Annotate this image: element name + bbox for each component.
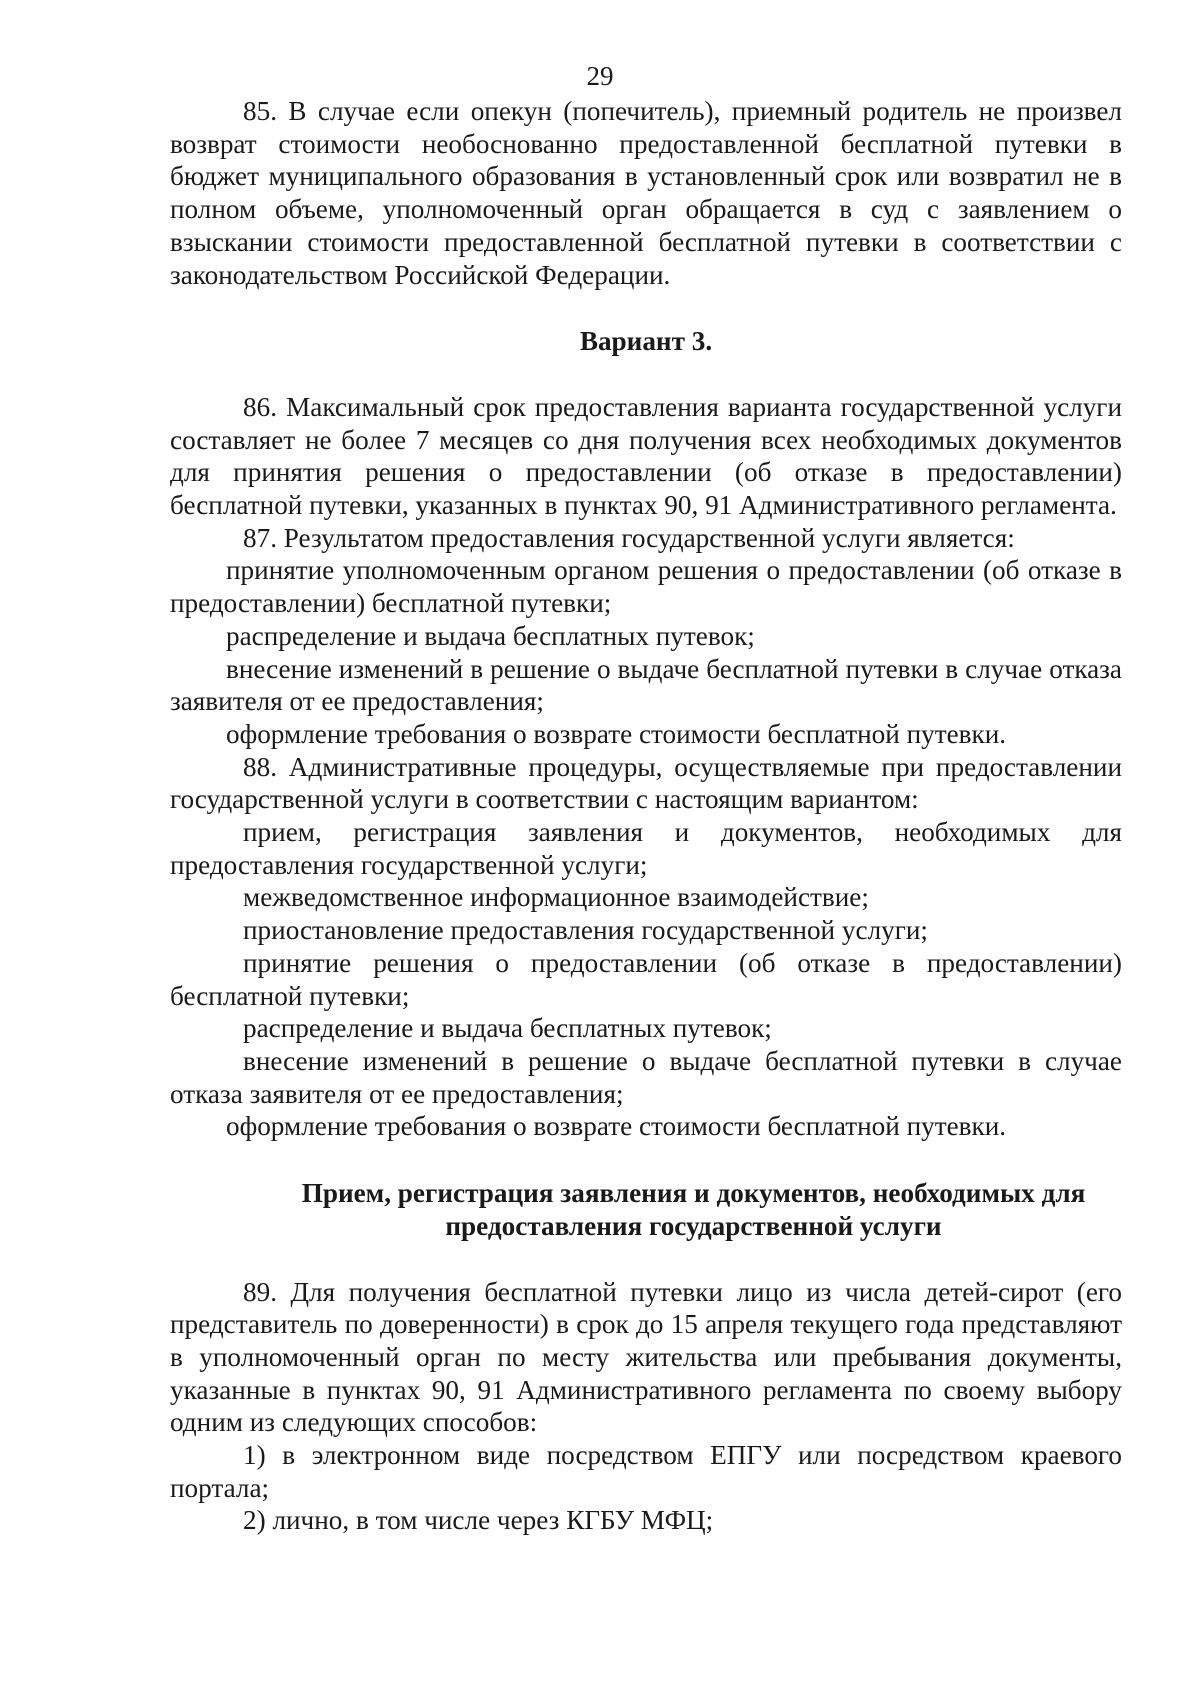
list-item: приостановление предоставления государственной услуги; — [243, 915, 928, 946]
list-item: принятие решения о предоставлении (об отказе в предоставлении) бесплатной путевки; — [170, 947, 1122, 1011]
list-item: внесение изменений в решение о выдаче бесплатной путевки в случае отказа заявителя от ее предоставления; — [170, 1045, 1122, 1109]
document-body — [170, 95, 1122, 1537]
heading-variant-3: Вариант 3. — [579, 326, 713, 357]
paragraph-88: 88. Административные процедуры, осуществляемые при предоставлении государственной услуги в соответствии с настоящим вариантом: — [170, 751, 1122, 815]
heading-reception-line1: Прием, регистрация заявления и документов, необходимых для — [301, 1178, 1086, 1209]
list-item: 2) лично, в том числе через КГБУ МФЦ; — [243, 1505, 714, 1536]
heading-reception — [170, 1177, 1122, 1242]
list-item: оформление требования о возврате стоимости бесплатной путевки. — [226, 718, 1007, 749]
paragraph-85: 85. В случае если опекун (попечитель), приемный родитель не произвел возврат стоимости необоснованно предоставленной бесплатной путевки в бюджет муниципального образования в установленный срок или возвратил не в полном объеме, уполномоченный орган обращается в суд с заявлением о взыскании стоимости предоставленной бесплатной путевки в соответствии с законодательством Российской Федерации. — [170, 96, 1122, 290]
paragraph-86: 86. Максимальный срок предоставления варианта государственной услуги составляет не более 7 месяцев со дня получения всех необходимых документов для принятия решения о предоставлении (об отказе в предоставлении) бесплатной путевки, указанных в пунктах 90, 91 Административного регламента. — [170, 391, 1122, 521]
list-item: 1) в электронном виде посредством ЕПГУ или посредством краевого портала; — [170, 1440, 1122, 1503]
list-item: прием, регистрация заявления и документов, необходимых для предоставления государственной услуги; — [170, 817, 1122, 880]
heading-reception-line2: предоставления государственной услуги — [445, 1210, 942, 1241]
list-item: распределение и выдача бесплатных путевок; — [226, 620, 755, 651]
list-item: внесение изменений в решение о выдаче бесплатной путевки в случае отказа заявителя от ее предоставления; — [170, 653, 1122, 717]
paragraph-87: 87. Результатом предоставления государственной услуги является: — [243, 522, 1015, 553]
list-item: оформление требования о возврате стоимости бесплатной путевки. — [226, 1111, 1007, 1142]
list-item: межведомственное информационное взаимодействие; — [243, 882, 869, 913]
page-number: 29 — [586, 61, 614, 91]
list-item: принятие уполномоченным органом решения о предоставлении (об отказе в предоставлении) бесплатной путевки; — [170, 555, 1122, 619]
list-item: распределение и выдача бесплатных путевок; — [243, 1013, 772, 1044]
paragraph-89: 89. Для получения бесплатной путевки лицо из числа детей-сирот (его представитель по доверенности) в срок до 15 апреля текущего года представляют в уполномоченный орган по месту жительства или пребывания документы, указанные в пунктах 90, 91 Административного регламента по своему выбору одним из следующих способов: — [170, 1276, 1122, 1438]
